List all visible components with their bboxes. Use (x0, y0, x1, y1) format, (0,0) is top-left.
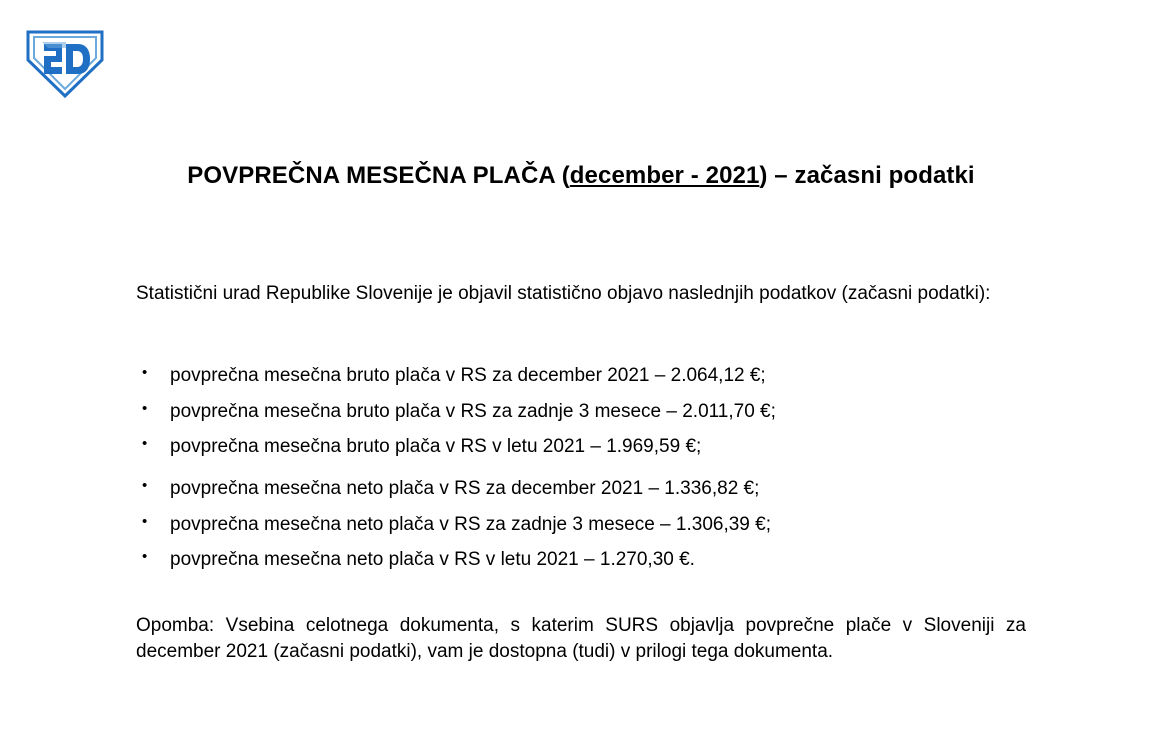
list-item: • povprečna mesečna neto plača v RS za zadnje 3 mesece – 1.306,39 €; (136, 513, 1026, 538)
note-paragraph: Opomba: Vsebina celotnega dokumenta, s katerim SURS objavlja povprečne plače v Sloveniji za december 2021 (začasni podatki), vam je dostopna (tudi) v prilogi tega dokumenta. (136, 615, 1026, 663)
list-item: • povprečna mesečna neto plača v RS v letu 2021 – 1.270,30 €. (136, 548, 1026, 573)
sd-company-logo (22, 24, 108, 102)
list-item: • povprečna mesečna bruto plača v RS za zadnje 3 mesece – 2.011,70 €; (136, 400, 1026, 425)
list-item: • povprečna mesečna bruto plača v RS v letu 2021 – 1.969,59 €; (136, 435, 1026, 460)
page-title-part1: POVPREČNA MESEČNA PLAČA ( (187, 162, 570, 189)
intro-paragraph: Statistični urad Republike Slovenije je objavil statistično objavo naslednjih podatkov (začasni podatki): (136, 283, 991, 304)
net-salary-list (136, 477, 1026, 584)
page-title-part2: ) – začasni podatki (759, 162, 975, 189)
page-title (136, 160, 1026, 193)
list-item: • povprečna mesečna neto plača v RS za december 2021 – 1.336,82 €; (136, 477, 1026, 502)
list-item: • povprečna mesečna bruto plača v RS za december 2021 – 2.064,12 €; (136, 364, 1026, 389)
gross-salary-list (136, 364, 1026, 471)
page-title-underlined: december - 2021 (569, 162, 760, 189)
